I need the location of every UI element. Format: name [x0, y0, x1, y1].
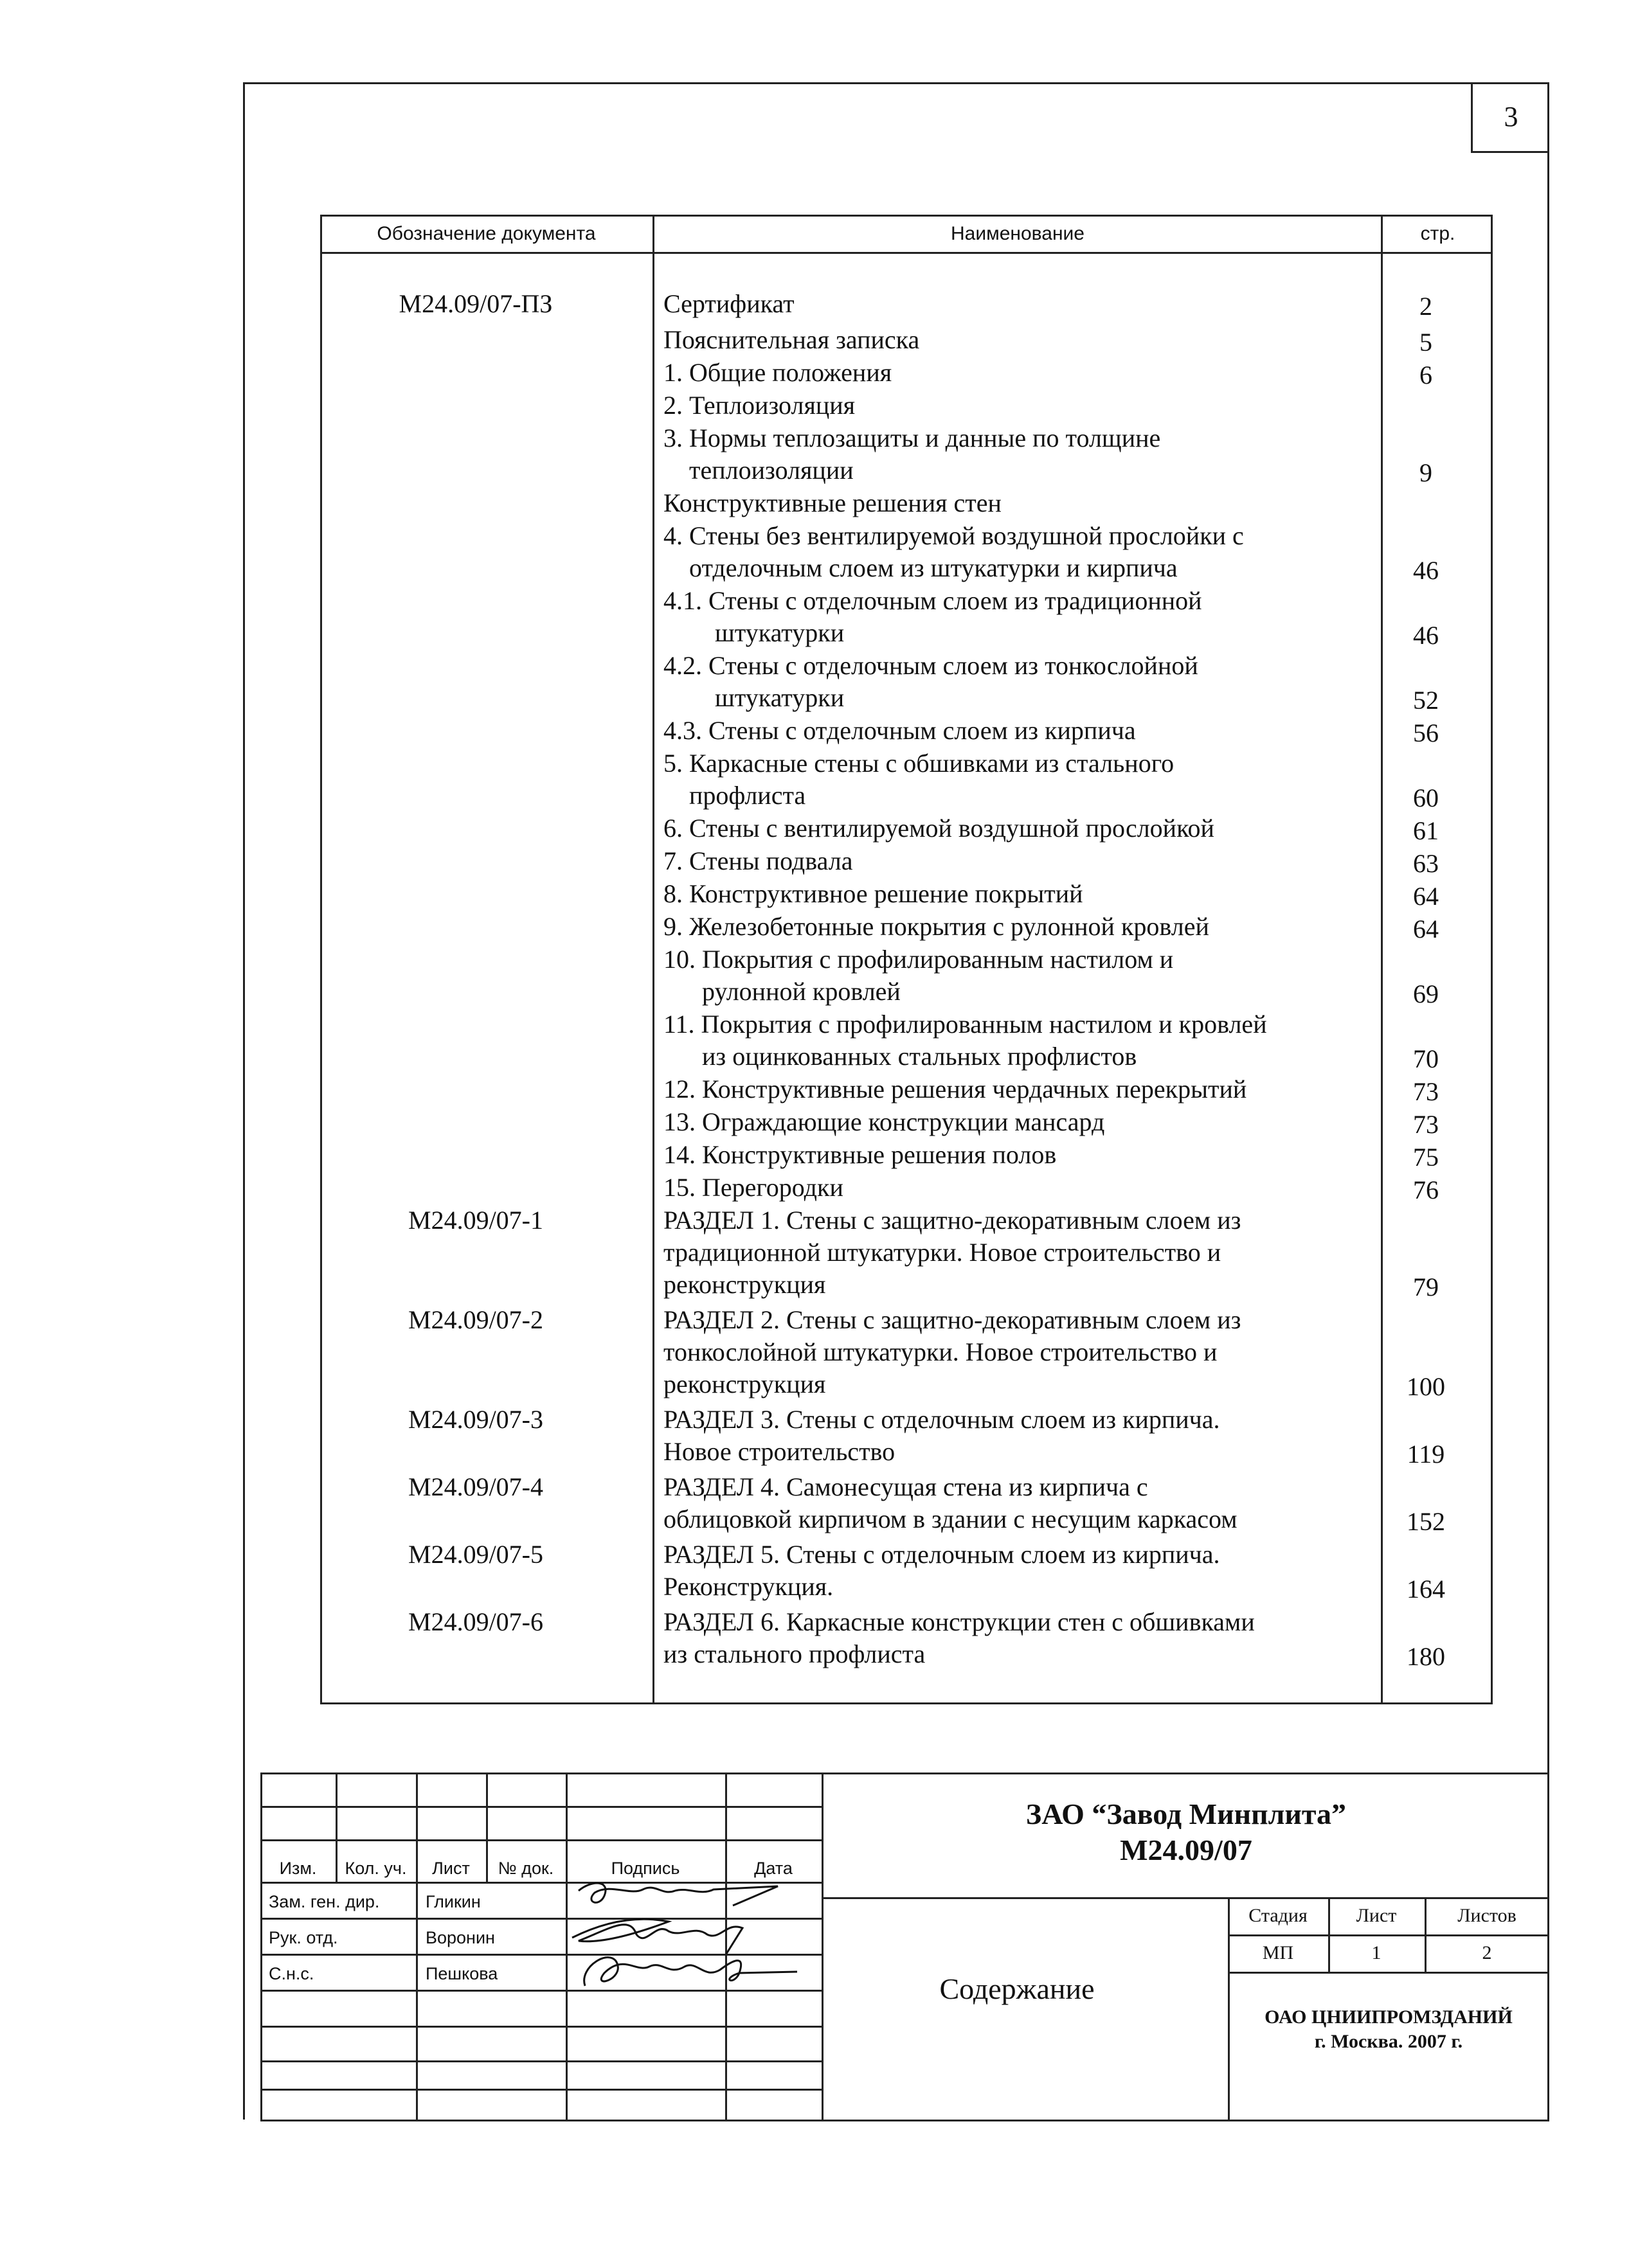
- header-name: Наименование: [951, 223, 1084, 244]
- page-ref: 69: [1413, 979, 1439, 1008]
- entry-title: РАЗДЕЛ 6. Каркасные конструкции стен с обшивками: [663, 1607, 1255, 1636]
- signature-image: [566, 1877, 823, 2005]
- page-ref: 64: [1413, 882, 1439, 911]
- header-divider: [320, 252, 1493, 254]
- page-ref: 9: [1419, 458, 1432, 487]
- entry-title: из оцинкованных стальных профлистов: [702, 1042, 1137, 1071]
- entry-title: 13. Ограждающие конструкции мансард: [663, 1107, 1105, 1136]
- document-code: M24.09/07-5: [408, 1540, 543, 1569]
- entry-title: 2. Теплоизоляция: [663, 391, 856, 420]
- title-block-bottom: [260, 2120, 1549, 2121]
- entry-title: рулонной кровлей: [702, 977, 901, 1006]
- listov-value: 2: [1482, 1942, 1492, 1963]
- col-izm: Изм.: [279, 1859, 317, 1878]
- entry-title: Новое строительство: [663, 1437, 896, 1466]
- stage-value: МП: [1262, 1942, 1294, 1963]
- col-kol-uch: Кол. уч.: [345, 1859, 407, 1878]
- page-ref: 46: [1413, 621, 1439, 650]
- page-ref: 60: [1413, 783, 1439, 812]
- page-number: 3: [1471, 82, 1549, 153]
- entry-title: Реконструкция.: [663, 1572, 834, 1601]
- entry-title: облицовкой кирпичом в здании с несущим каркасом: [663, 1505, 1238, 1533]
- header-code: Обозначение документа: [377, 223, 596, 244]
- grid-line: [260, 2089, 822, 2091]
- list-header: Лист: [1356, 1905, 1397, 1926]
- person-3: Пешкова: [426, 1964, 498, 1983]
- company-label: ЗАО “Завод Минплита”: [1025, 1798, 1347, 1830]
- column-divider: [1381, 215, 1383, 1704]
- page-ref: 46: [1413, 556, 1439, 585]
- page-ref: 5: [1419, 328, 1432, 357]
- document-code: M24.09/07-3: [408, 1405, 543, 1434]
- entry-title: реконструкция: [663, 1270, 826, 1299]
- page-ref: 2: [1419, 292, 1432, 321]
- page-ref: 73: [1413, 1077, 1439, 1106]
- entry-title: штукатурки: [715, 683, 845, 712]
- entry-title: Сертификат: [663, 289, 795, 318]
- entry-title: 14. Конструктивные решения полов: [663, 1140, 1057, 1169]
- document-code: M24.09/07-ПЗ: [399, 289, 553, 318]
- page-ref: 180: [1407, 1642, 1445, 1671]
- org-name: ОАО ЦНИИПРОМЗДАНИЙ: [1264, 2006, 1513, 2028]
- organization: [1228, 2005, 1549, 2054]
- entry-title: 4. Стены без вентилируемой воздушной прослойки с: [663, 521, 1244, 550]
- list-value: 1: [1371, 1942, 1382, 1963]
- person-2: Воронин: [426, 1928, 495, 1947]
- grid-vline: [416, 1772, 418, 2120]
- title-block-border: [260, 1772, 1549, 1774]
- page-ref: 100: [1407, 1372, 1445, 1401]
- grid-line: [260, 2026, 822, 2028]
- entry-title: Пояснительная записка: [663, 325, 920, 354]
- grid-line: [822, 1897, 1549, 1899]
- entry-title: 9. Железобетонные покрытия с рулонной кровлей: [663, 912, 1209, 941]
- col-list: Лист: [432, 1859, 470, 1878]
- entry-title: 4.3. Стены с отделочным слоем из кирпича: [663, 716, 1136, 745]
- grid-line: [1228, 1972, 1549, 1974]
- page-ref: 64: [1413, 915, 1439, 943]
- entry-title: тонкослойной штукатурки. Новое строительство и: [663, 1337, 1218, 1366]
- org-city: г. Москва. 2007 г.: [1314, 2031, 1463, 2052]
- grid-line: [260, 1839, 822, 1841]
- entry-title: 4.2. Стены с отделочным слоем из тонкослойной: [663, 651, 1198, 680]
- entry-title: 11. Покрытия с профилированным настилом и кровлей: [663, 1010, 1267, 1039]
- stage-header: Стадия: [1248, 1905, 1308, 1926]
- role-3: С.н.с.: [269, 1964, 314, 1983]
- sheet-title: Содержание: [939, 1972, 1095, 2005]
- entry-title: Конструктивные решения стен: [663, 488, 1002, 517]
- document-code: M24.09/07-2: [408, 1305, 543, 1334]
- header-page: стр.: [1420, 223, 1455, 244]
- entry-title: традиционной штукатурки. Новое строительство и: [663, 1238, 1221, 1267]
- entry-title: штукатурки: [715, 618, 845, 647]
- person-1: Гликин: [426, 1892, 481, 1911]
- col-n-dok: № док.: [498, 1859, 554, 1878]
- listov-header: Листов: [1457, 1905, 1516, 1926]
- page-ref: 56: [1413, 719, 1439, 747]
- page-ref: 76: [1413, 1175, 1439, 1204]
- page-ref: 61: [1413, 816, 1439, 845]
- document-code: M24.09/07-1: [408, 1206, 543, 1235]
- entry-title: РАЗДЕЛ 3. Стены с отделочным слоем из кирпича.: [663, 1405, 1220, 1434]
- entry-title: 6. Стены с вентилируемой воздушной прослойкой: [663, 814, 1214, 843]
- page-ref: 119: [1407, 1440, 1445, 1469]
- page-ref: 63: [1413, 849, 1439, 878]
- page-ref: 52: [1413, 686, 1439, 715]
- page-ref: 152: [1407, 1507, 1445, 1536]
- page-ref: 6: [1419, 361, 1432, 389]
- column-divider: [652, 215, 654, 1704]
- grid-line: [1228, 1934, 1549, 1936]
- role-2: Рук. отд.: [269, 1928, 338, 1947]
- company-name: [823, 1796, 1549, 1868]
- entry-title: РАЗДЕЛ 1. Стены с защитно-декоративным слоем из: [663, 1206, 1241, 1235]
- entry-title: 12. Конструктивные решения чердачных перекрытий: [663, 1075, 1247, 1103]
- entry-title: РАЗДЕЛ 4. Самонесущая стена из кирпича с: [663, 1472, 1148, 1501]
- entry-title: 10. Покрытия с профилированным настилом и: [663, 945, 1174, 974]
- entry-title: профлиста: [689, 781, 806, 810]
- entry-title: отделочным слоем из штукатурки и кирпича: [689, 553, 1178, 582]
- entry-title: 4.1. Стены с отделочным слоем из традиционной: [663, 586, 1202, 615]
- document-code: M24.09/07-4: [408, 1472, 543, 1501]
- page-ref: 73: [1413, 1110, 1439, 1139]
- title-block-left: [260, 1772, 262, 2120]
- document-code: M24.09/07-6: [408, 1607, 543, 1636]
- entry-title: 5. Каркасные стены с обшивками из стального: [663, 749, 1174, 778]
- page-ref: 75: [1413, 1143, 1439, 1172]
- page-ref: 164: [1407, 1575, 1445, 1603]
- grid-line: [260, 1806, 822, 1808]
- entry-title: 15. Перегородки: [663, 1173, 843, 1202]
- grid-line: [260, 2060, 822, 2062]
- col-data: Дата: [754, 1859, 793, 1878]
- entry-title: реконструкция: [663, 1370, 826, 1398]
- entry-title: 8. Конструктивное решение покрытий: [663, 879, 1083, 908]
- entry-title: РАЗДЕЛ 5. Стены с отделочным слоем из кирпича.: [663, 1540, 1220, 1569]
- entry-title: 7. Стены подвала: [663, 846, 853, 875]
- col-podpis: Подпись: [611, 1859, 680, 1878]
- document-code: M24.09/07: [1120, 1834, 1252, 1866]
- entry-title: из стального профлиста: [663, 1639, 926, 1668]
- entry-title: 3. Нормы теплозащиты и данные по толщине: [663, 424, 1161, 452]
- entry-title: 1. Общие положения: [663, 358, 892, 387]
- role-1: Зам. ген. дир.: [269, 1892, 380, 1911]
- entry-title: РАЗДЕЛ 2. Стены с защитно-декоративным слоем из: [663, 1305, 1241, 1334]
- page-ref: 70: [1413, 1044, 1439, 1073]
- page-ref: 79: [1413, 1272, 1439, 1301]
- entry-title: теплоизоляции: [689, 456, 854, 485]
